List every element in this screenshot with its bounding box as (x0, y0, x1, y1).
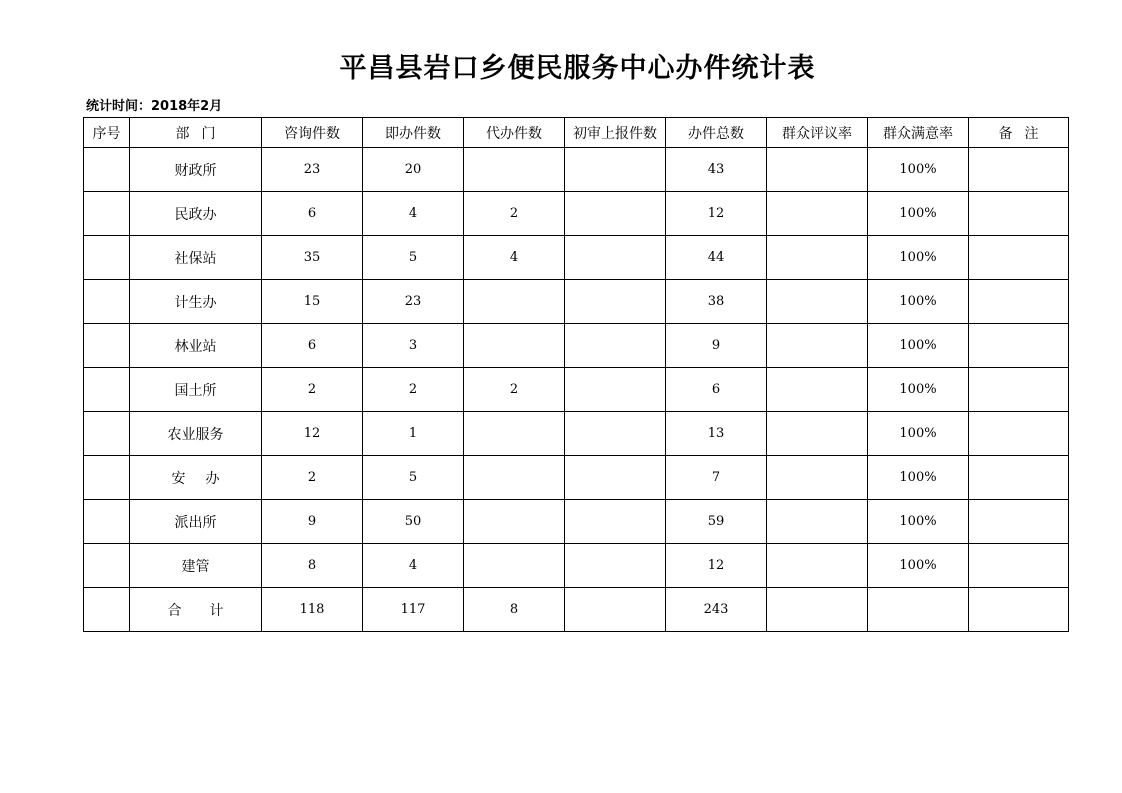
cell-initial-review (565, 148, 666, 192)
cell-consult: 15 (262, 280, 363, 324)
cell-initial-review (565, 412, 666, 456)
cell-consult: 2 (262, 456, 363, 500)
statistics-table (83, 117, 1069, 632)
cell-proxy (464, 544, 565, 588)
cell-proxy: 2 (464, 368, 565, 412)
cell-total: 38 (666, 280, 767, 324)
header-satisfaction: 群众满意率 (868, 118, 969, 148)
header-initial-review: 初审上报件数 (565, 118, 666, 148)
cell-public-rating (767, 236, 868, 280)
cell-consult: 6 (262, 192, 363, 236)
cell-dept: 国土所 (130, 368, 262, 412)
cell-remark (969, 280, 1069, 324)
header-remark: 备注 (969, 118, 1069, 148)
cell-seq (84, 456, 130, 500)
total-public-rating (767, 588, 868, 632)
cell-immediate: 50 (363, 500, 464, 544)
table-row (84, 544, 1069, 588)
cell-proxy (464, 456, 565, 500)
cell-seq (84, 412, 130, 456)
cell-seq (84, 368, 130, 412)
cell-consult: 9 (262, 500, 363, 544)
table-row (84, 412, 1069, 456)
cell-proxy (464, 324, 565, 368)
table-row (84, 368, 1069, 412)
cell-dept: 民政办 (130, 192, 262, 236)
cell-proxy (464, 280, 565, 324)
cell-remark (969, 456, 1069, 500)
cell-immediate: 1 (363, 412, 464, 456)
cell-remark (969, 236, 1069, 280)
cell-seq (84, 324, 130, 368)
cell-consult: 2 (262, 368, 363, 412)
cell-remark (969, 368, 1069, 412)
cell-total: 13 (666, 412, 767, 456)
cell-dept: 计生办 (130, 280, 262, 324)
header-total: 办件总数 (666, 118, 767, 148)
table-header-row (84, 118, 1069, 148)
header-proxy: 代办件数 (464, 118, 565, 148)
total-consult: 118 (262, 588, 363, 632)
table-row (84, 456, 1069, 500)
cell-satisfaction: 100% (868, 368, 969, 412)
cell-remark (969, 324, 1069, 368)
cell-public-rating (767, 324, 868, 368)
cell-total: 9 (666, 324, 767, 368)
cell-initial-review (565, 500, 666, 544)
cell-total: 44 (666, 236, 767, 280)
cell-proxy (464, 148, 565, 192)
cell-remark (969, 192, 1069, 236)
cell-immediate: 5 (363, 456, 464, 500)
cell-satisfaction: 100% (868, 500, 969, 544)
cell-dept: 农业服务 (130, 412, 262, 456)
table-row (84, 324, 1069, 368)
cell-total: 6 (666, 368, 767, 412)
cell-immediate: 4 (363, 192, 464, 236)
cell-satisfaction: 100% (868, 456, 969, 500)
header-dept: 部门 (130, 118, 262, 148)
document-title: 平昌县岩口乡便民服务中心办件统计表 (339, 53, 816, 84)
cell-proxy: 2 (464, 192, 565, 236)
total-total: 243 (666, 588, 767, 632)
total-label: 合计 (130, 588, 262, 632)
cell-public-rating (767, 412, 868, 456)
cell-consult: 6 (262, 324, 363, 368)
cell-dept: 林业站 (130, 324, 262, 368)
cell-immediate: 4 (363, 544, 464, 588)
cell-initial-review (565, 456, 666, 500)
cell-initial-review (565, 324, 666, 368)
header-immediate: 即办件数 (363, 118, 464, 148)
cell-satisfaction: 100% (868, 192, 969, 236)
table-row (84, 192, 1069, 236)
cell-consult: 23 (262, 148, 363, 192)
cell-dept: 安办 (130, 456, 262, 500)
cell-total: 7 (666, 456, 767, 500)
cell-immediate: 20 (363, 148, 464, 192)
cell-remark (969, 148, 1069, 192)
cell-initial-review (565, 368, 666, 412)
cell-public-rating (767, 280, 868, 324)
cell-proxy (464, 412, 565, 456)
cell-initial-review (565, 236, 666, 280)
cell-proxy (464, 500, 565, 544)
stat-time-label: 统计时间：2018年2月 (86, 99, 223, 114)
cell-total: 12 (666, 544, 767, 588)
cell-satisfaction: 100% (868, 148, 969, 192)
cell-immediate: 23 (363, 280, 464, 324)
cell-remark (969, 500, 1069, 544)
table-row (84, 500, 1069, 544)
cell-seq (84, 500, 130, 544)
cell-satisfaction: 100% (868, 236, 969, 280)
cell-initial-review (565, 544, 666, 588)
cell-total: 59 (666, 500, 767, 544)
cell-public-rating (767, 368, 868, 412)
cell-seq (84, 588, 130, 632)
cell-consult: 35 (262, 236, 363, 280)
cell-satisfaction: 100% (868, 544, 969, 588)
cell-consult: 8 (262, 544, 363, 588)
total-immediate: 117 (363, 588, 464, 632)
header-public-rating: 群众评议率 (767, 118, 868, 148)
cell-dept: 建管 (130, 544, 262, 588)
cell-dept: 派出所 (130, 500, 262, 544)
total-row (84, 588, 1069, 632)
cell-satisfaction: 100% (868, 280, 969, 324)
total-proxy: 8 (464, 588, 565, 632)
cell-initial-review (565, 280, 666, 324)
header-consult: 咨询件数 (262, 118, 363, 148)
cell-immediate: 5 (363, 236, 464, 280)
cell-seq (84, 544, 130, 588)
table-row (84, 236, 1069, 280)
cell-dept: 社保站 (130, 236, 262, 280)
table-row (84, 280, 1069, 324)
cell-total: 43 (666, 148, 767, 192)
cell-remark (969, 544, 1069, 588)
cell-immediate: 2 (363, 368, 464, 412)
cell-public-rating (767, 544, 868, 588)
cell-dept: 财政所 (130, 148, 262, 192)
cell-public-rating (767, 456, 868, 500)
cell-satisfaction: 100% (868, 412, 969, 456)
cell-public-rating (767, 192, 868, 236)
cell-initial-review (565, 192, 666, 236)
cell-seq (84, 148, 130, 192)
cell-immediate: 3 (363, 324, 464, 368)
cell-public-rating (767, 148, 868, 192)
cell-satisfaction: 100% (868, 324, 969, 368)
cell-proxy: 4 (464, 236, 565, 280)
cell-total: 12 (666, 192, 767, 236)
cell-seq (84, 192, 130, 236)
cell-remark (969, 412, 1069, 456)
cell-seq (84, 236, 130, 280)
header-seq: 序号 (84, 118, 130, 148)
cell-public-rating (767, 500, 868, 544)
table-row (84, 148, 1069, 192)
total-satisfaction (868, 588, 969, 632)
cell-seq (84, 280, 130, 324)
total-initial-review (565, 588, 666, 632)
cell-consult: 12 (262, 412, 363, 456)
total-remark (969, 588, 1069, 632)
